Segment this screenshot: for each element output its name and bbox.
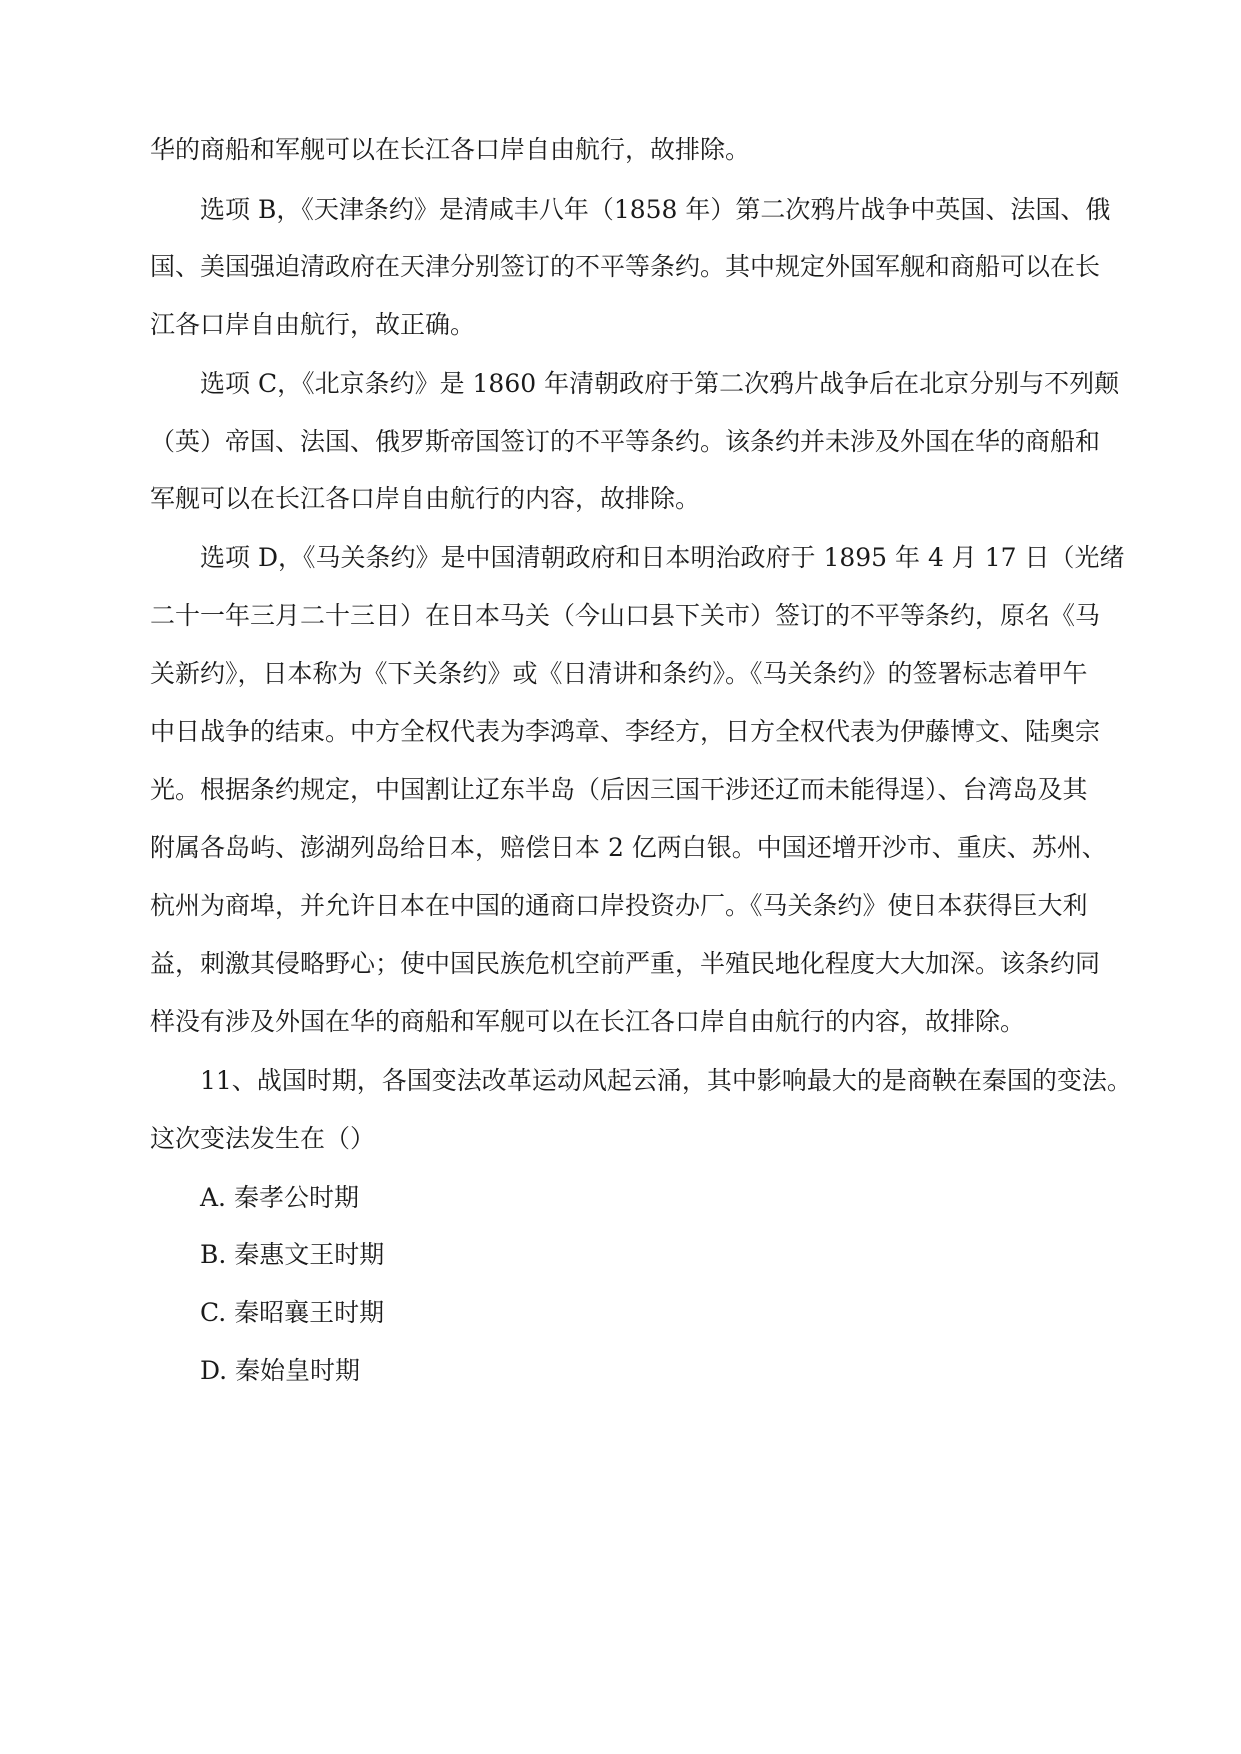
question-11-option-d: D. 秦始皇时期 <box>200 1356 361 1385</box>
explanation-d-line: 关新约》，日本称为《下关条约》或《日清讲和条约》。《马关条约》的签署标志着甲午 <box>150 659 1088 688</box>
explanation-d-line: 中日战争的结束。中方全权代表为李鸿章、李经方，日方全权代表为伊藤博文、陆奥宗 <box>150 717 1101 746</box>
explanation-b-line: 江各口岸自由航行，故正确。 <box>150 310 476 339</box>
explanation-d-line: 样没有涉及外国在华的商船和军舰可以在长江各口岸自由航行的内容，故排除。 <box>150 1007 1026 1036</box>
question-11-stem: 11、战国时期，各国变法改革运动风起云涌，其中影响最大的是商鞅在秦国的变法。 <box>200 1066 1132 1095</box>
question-11-option-b: B. 秦惠文王时期 <box>200 1240 385 1269</box>
explanation-a-line: 华的商船和军舰可以在长江各口岸自由航行，故排除。 <box>150 135 751 164</box>
explanation-d-line: 选项 D，《马关条约》是中国清朝政府和日本明治政府于 1895 年 4 月 17 日（光绪 <box>200 543 1125 572</box>
question-11-option-a: A. 秦孝公时期 <box>200 1183 359 1212</box>
explanation-c-line: （英）帝国、法国、俄罗斯帝国签订的不平等条约。该条约并未涉及外国在华的商船和 <box>150 427 1101 456</box>
explanation-d-line: 光。根据条约规定，中国割让辽东半岛（后因三国干涉还辽而未能得逞）、台湾岛及其 <box>150 775 1088 804</box>
explanation-b-line: 选项 B，《天津条约》是清咸丰八年（1858 年）第二次鸦片战争中英国、法国、俄 <box>200 195 1111 224</box>
explanation-d-line: 杭州为商埠，并允许日本在中国的通商口岸投资办厂。《马关条约》使日本获得巨大利 <box>150 891 1088 920</box>
question-11-stem: 这次变法发生在（） <box>150 1124 376 1153</box>
explanation-d-line: 二十一年三月二十三日）在日本马关（今山口县下关市）签订的不平等条约，原名《马 <box>150 601 1101 630</box>
explanation-c-line: 军舰可以在长江各口岸自由航行的内容，故排除。 <box>150 484 701 513</box>
explanation-b-line: 国、美国强迫清政府在天津分别签订的不平等条约。其中规定外国军舰和商船可以在长 <box>150 252 1101 281</box>
explanation-d-line: 附属各岛屿、澎湖列岛给日本，赔偿日本 2 亿两白银。中国还增开沙市、重庆、苏州、 <box>150 833 1107 862</box>
explanation-d-line: 益，刺激其侵略野心；使中国民族危机空前严重，半殖民地化程度大大加深。该条约同 <box>150 949 1101 978</box>
question-11-option-c: C. 秦昭襄王时期 <box>200 1298 385 1327</box>
explanation-c-line: 选项 C，《北京条约》是 1860 年清朝政府于第二次鸦片战争后在北京分别与不列颠 <box>200 369 1120 398</box>
